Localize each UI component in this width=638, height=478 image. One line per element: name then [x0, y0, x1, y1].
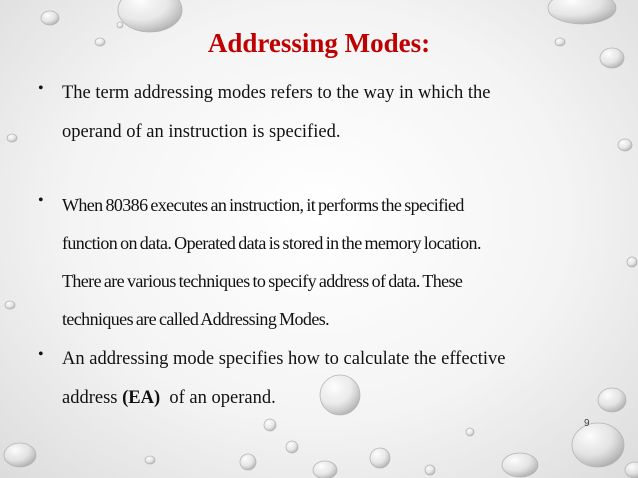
- bullet-text: [62, 192, 602, 344]
- text-segment: of an operand.: [160, 388, 276, 408]
- bullet-line: function on data. Operated data is stored in the memory location.: [62, 233, 481, 253]
- bullet-line: When 80386 executes an instruction, it performs the specified: [62, 195, 464, 215]
- ea-abbreviation: (EA): [122, 388, 161, 408]
- text-segment: address: [62, 388, 123, 408]
- bullet-line: The term addressing modes refers to the way in which the: [62, 83, 491, 103]
- bullet-line: operand of an instruction is specified.: [62, 122, 341, 142]
- bullet-marker: •: [38, 192, 44, 209]
- bullet-marker: •: [38, 80, 44, 97]
- bullet-marker: •: [38, 346, 44, 363]
- bullet-text: [62, 80, 602, 158]
- bullet-line: techniques are called Addressing Modes.: [62, 309, 330, 329]
- bullet-line: An addressing mode specifies how to calculate the effective: [62, 349, 506, 369]
- bullet-line: [62, 385, 602, 424]
- bullet-text: [62, 346, 602, 424]
- page-number: 9: [584, 418, 590, 429]
- bullet-line: There are various techniques to specify address of data. These: [62, 271, 463, 291]
- slide-title: Addressing Modes:: [207, 28, 431, 58]
